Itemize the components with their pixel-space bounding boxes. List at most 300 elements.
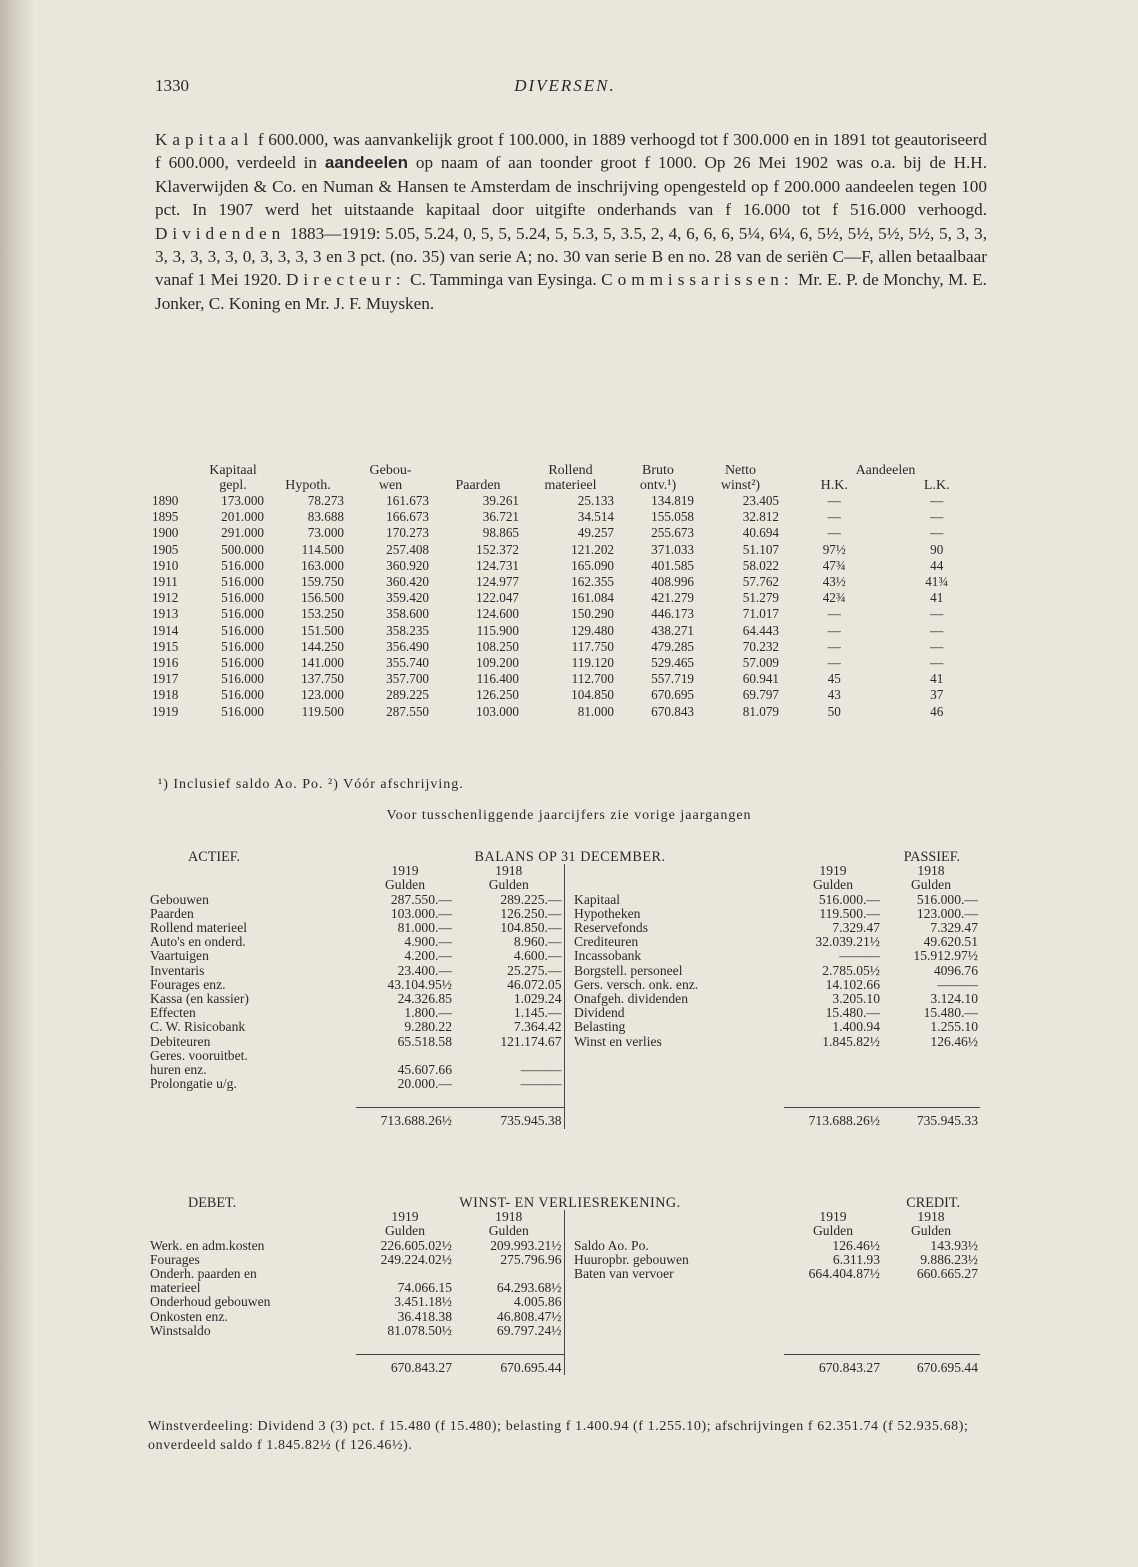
balance-row bbox=[148, 1077, 980, 1091]
stats-subhead bbox=[148, 478, 198, 493]
actief-item-label: Inventaris bbox=[150, 962, 205, 978]
stats-row bbox=[148, 509, 988, 525]
stats-cell: 421.279 bbox=[651, 590, 694, 606]
stats-year: 1890 bbox=[152, 493, 179, 508]
stats-cell: 151.500 bbox=[301, 622, 344, 638]
stats-header-bottom bbox=[148, 478, 988, 493]
para-text-4: C. Tamminga van Eysinga. bbox=[405, 270, 602, 290]
stats-year: 1915 bbox=[152, 638, 179, 654]
balance-row bbox=[148, 949, 980, 963]
winst-row bbox=[148, 1253, 980, 1267]
actief-value-1918: 46.072.05 bbox=[507, 976, 562, 992]
passief-value-1919: 516.000.— bbox=[818, 891, 880, 907]
passief-value-1919: ——— bbox=[839, 948, 880, 964]
balance-total: 713.688.26½ bbox=[784, 1108, 882, 1129]
stats-subhead: winst²) bbox=[720, 478, 761, 493]
stats-cell: 36.721 bbox=[482, 509, 519, 525]
debet-value-1918 bbox=[454, 1267, 564, 1281]
stats-head: Netto bbox=[724, 463, 757, 478]
balance-rows bbox=[148, 893, 980, 1092]
credit-value-1918: 660.665.27 bbox=[916, 1266, 978, 1282]
column-divider bbox=[564, 1035, 572, 1049]
passief-value-1919: 1.400.94 bbox=[832, 1019, 880, 1035]
winst-row bbox=[148, 1324, 980, 1338]
debet-value-1919: 226.605.02½ bbox=[380, 1237, 452, 1253]
stats-row bbox=[148, 687, 988, 703]
stats-cell: — bbox=[930, 525, 944, 541]
stats-cell: 40.694 bbox=[742, 525, 779, 541]
stats-cell: 57.009 bbox=[742, 655, 779, 671]
year-label: 1918 bbox=[495, 863, 523, 879]
stats-cell: 23.405 bbox=[742, 493, 779, 508]
passief-value-1919 bbox=[784, 1049, 882, 1063]
company-description bbox=[155, 128, 987, 315]
passief-value-1919: 119.500.— bbox=[819, 905, 880, 921]
stats-cell: — bbox=[930, 493, 944, 508]
actief-value-1919: 9.280.22 bbox=[404, 1019, 452, 1035]
kapitaal-label: Kapitaal bbox=[155, 130, 254, 149]
passief-value-1918: 49.620.51 bbox=[923, 934, 978, 950]
balance-row bbox=[148, 907, 980, 921]
debet-value-1918: 46.808.47½ bbox=[496, 1308, 562, 1324]
balance-row bbox=[148, 1020, 980, 1034]
stats-cell: 124.600 bbox=[476, 606, 519, 622]
stats-subhead: L.K. bbox=[923, 478, 950, 493]
stats-cell: 161.673 bbox=[386, 493, 429, 508]
credit-value-1918 bbox=[882, 1281, 980, 1295]
winst-heading bbox=[148, 1196, 980, 1210]
stats-subhead: materieel bbox=[544, 478, 597, 493]
stats-cell: 108.250 bbox=[476, 638, 519, 654]
stats-cell: — bbox=[930, 606, 944, 622]
actief-value-1918: ——— bbox=[520, 1076, 562, 1092]
stats-cell: 257.408 bbox=[386, 541, 429, 557]
credit-item-label: Saldo Ao. Po. bbox=[574, 1237, 649, 1253]
column-divider bbox=[564, 1324, 572, 1338]
stats-cell: 161.084 bbox=[571, 590, 614, 606]
stats-cell: 32.812 bbox=[742, 509, 779, 525]
winst-rows bbox=[148, 1239, 980, 1338]
passief-item-label: Dividend bbox=[574, 1005, 625, 1021]
balance-row bbox=[148, 893, 980, 907]
passief-value-1919: 32.039.21½ bbox=[815, 934, 880, 950]
actief-item-label: Geres. vooruitbet. bbox=[150, 1047, 248, 1063]
debet-item-label: Onderh. paarden en bbox=[150, 1266, 257, 1282]
passief-value-1918: 15.912.97½ bbox=[913, 948, 978, 964]
debet-item-label: Onkosten enz. bbox=[150, 1308, 228, 1324]
stats-cell: 37 bbox=[930, 687, 944, 703]
debet-value-1919: 249.224.02½ bbox=[380, 1251, 452, 1267]
balance-title: BALANS OP 31 DECEMBER. bbox=[474, 849, 666, 865]
balance-row bbox=[148, 935, 980, 949]
stats-cell: 57.762 bbox=[742, 574, 779, 590]
actief-value-1919: 43.104.95½ bbox=[387, 976, 452, 992]
stats-row bbox=[148, 542, 988, 558]
stats-cell: — bbox=[930, 638, 944, 654]
passief-item-label: Borgstell. personeel bbox=[574, 962, 683, 978]
stats-cell: 144.250 bbox=[301, 638, 344, 654]
statistics-table bbox=[148, 463, 988, 720]
stats-head bbox=[148, 463, 198, 478]
debet-item-label: Onderhoud gebouwen bbox=[150, 1294, 271, 1310]
debet-value-1918: 69.797.24½ bbox=[496, 1322, 562, 1338]
stats-cell: 360.920 bbox=[386, 557, 429, 573]
stats-cell: 124.731 bbox=[476, 557, 519, 573]
stats-year: 1912 bbox=[152, 590, 179, 606]
stats-row bbox=[148, 493, 988, 509]
balance-row bbox=[148, 964, 980, 978]
actief-item-label: Effecten bbox=[150, 1005, 196, 1021]
commissarissen-label: Commissarissen: bbox=[601, 270, 794, 290]
stats-cell: 516.000 bbox=[221, 703, 264, 719]
currency-label: Gulden bbox=[488, 1223, 529, 1239]
credit-value-1919: 664.404.87½ bbox=[808, 1266, 880, 1282]
stats-cell: 670.695 bbox=[651, 687, 694, 703]
stats-cell: 516.000 bbox=[221, 606, 264, 622]
column-divider bbox=[564, 921, 572, 935]
credit-value-1919 bbox=[784, 1310, 882, 1324]
balance-heading bbox=[148, 850, 980, 864]
balance-row bbox=[148, 1035, 980, 1049]
stats-cell: 357.700 bbox=[386, 671, 429, 687]
stats-cell: — bbox=[827, 655, 841, 671]
stats-cell: 25.133 bbox=[577, 493, 614, 508]
balance-total: 735.945.33 bbox=[882, 1108, 980, 1129]
actief-value-1918: 25.275.— bbox=[507, 962, 562, 978]
passief-value-1918: 4096.76 bbox=[933, 962, 978, 978]
stats-cell: 516.000 bbox=[221, 638, 264, 654]
actief-item-label: Gebouwen bbox=[150, 891, 209, 907]
book-binding-edge bbox=[0, 0, 34, 1567]
stats-year: 1900 bbox=[152, 525, 179, 541]
passief-value-1918: 126.46½ bbox=[930, 1033, 978, 1049]
passief-value-1918: 123.000.— bbox=[916, 905, 978, 921]
credit-value-1919 bbox=[784, 1295, 882, 1309]
stats-year: 1895 bbox=[152, 509, 179, 525]
stats-cell: 60.941 bbox=[742, 671, 779, 687]
debet-value-1919 bbox=[356, 1267, 454, 1281]
stats-year: 1917 bbox=[152, 671, 179, 687]
column-divider bbox=[564, 1253, 572, 1267]
actief-value-1918: 104.850.— bbox=[500, 920, 562, 936]
stats-cell: 41 bbox=[930, 671, 944, 687]
stats-cell: 90 bbox=[930, 541, 944, 557]
balance-total: 713.688.26½ bbox=[356, 1108, 454, 1129]
stats-cell: 119.500 bbox=[301, 703, 344, 719]
winst-title: WINST- EN VERLIESREKENING. bbox=[459, 1195, 681, 1211]
stats-cell: 165.090 bbox=[571, 557, 614, 573]
stats-cell: 156.500 bbox=[301, 590, 344, 606]
actief-value-1919: 65.518.58 bbox=[397, 1033, 452, 1049]
stats-cell: 103.000 bbox=[476, 703, 519, 719]
passief-item-label: Incassobank bbox=[574, 948, 642, 964]
passief-item-label bbox=[572, 1049, 784, 1063]
stats-cell: 529.465 bbox=[651, 655, 694, 671]
credit-item-label bbox=[572, 1295, 784, 1309]
stats-cell: 41 bbox=[930, 590, 944, 606]
para-text-2: op naam of aan toonder groot f 1000. Op 26 Mei 1902 was o.a. bij de H.H. Klaverwijden & Co. en Numan & Hansen te Amsterdam de inschrijving opengesteld op f 200.000 aandeelen tegen 100 pct. In 1907 werd het uitstaande kapitaal door uitgifte onderhands van f 16.000 tot f 516.000 verhoogd. bbox=[155, 153, 987, 220]
passief-value-1919 bbox=[784, 1063, 882, 1077]
stats-cell: 42¾ bbox=[822, 590, 846, 606]
profit-loss-account bbox=[148, 1196, 980, 1375]
column-divider bbox=[564, 893, 572, 907]
actief-item-label: Kassa (en kassier) bbox=[150, 991, 249, 1007]
winst-total: 670.843.27 bbox=[784, 1355, 882, 1376]
stats-cell: 51.107 bbox=[742, 541, 779, 557]
stats-cell: 73.000 bbox=[307, 525, 344, 541]
stats-cell: 134.819 bbox=[651, 493, 694, 508]
actief-value-1919: 23.400.— bbox=[397, 962, 452, 978]
stats-cell: 114.500 bbox=[301, 541, 344, 557]
passief-item-label: Winst en verlies bbox=[574, 1033, 662, 1049]
credit-value-1918 bbox=[882, 1310, 980, 1324]
credit-label: CREDIT. bbox=[906, 1195, 960, 1211]
currency-label: Gulden bbox=[910, 877, 952, 893]
debet-value-1919: 81.078.50½ bbox=[387, 1322, 452, 1338]
credit-item-label bbox=[572, 1310, 784, 1324]
stats-cell: 45 bbox=[827, 671, 841, 687]
stats-subhead: Paarden bbox=[455, 478, 501, 493]
stats-cell: 159.750 bbox=[301, 574, 344, 590]
stats-cell: 71.017 bbox=[742, 606, 779, 622]
stats-cell: 109.200 bbox=[476, 655, 519, 671]
stats-cell: 98.865 bbox=[482, 525, 519, 541]
stats-cell: 126.250 bbox=[476, 687, 519, 703]
actief-item-label: Paarden bbox=[150, 905, 194, 921]
stats-cell: 358.235 bbox=[386, 622, 429, 638]
year-label: 1918 bbox=[917, 1209, 945, 1225]
passief-item-label bbox=[572, 1063, 784, 1077]
passief-item-label bbox=[572, 1077, 784, 1091]
stats-cell: 50 bbox=[827, 703, 841, 719]
debet-label: DEBET. bbox=[188, 1195, 237, 1211]
actief-item-label: C. W. Risicobank bbox=[150, 1019, 246, 1035]
credit-value-1919: 126.46½ bbox=[832, 1237, 880, 1253]
stats-cell: 41¾ bbox=[925, 574, 949, 590]
stats-cell: 150.290 bbox=[571, 606, 614, 622]
stats-cell: 289.225 bbox=[386, 687, 429, 703]
column-divider bbox=[564, 1295, 572, 1309]
debet-value-1918: 4.005.86 bbox=[513, 1294, 562, 1310]
stats-cell: 129.480 bbox=[571, 622, 614, 638]
stats-cell: — bbox=[827, 509, 841, 525]
stats-cell: 155.058 bbox=[651, 509, 694, 525]
debet-item-label: Winstsaldo bbox=[150, 1322, 211, 1338]
passief-value-1918: 516.000.— bbox=[916, 891, 978, 907]
actief-value-1918: 121.174.67 bbox=[500, 1033, 562, 1049]
passief-item-label: Kapitaal bbox=[574, 891, 621, 907]
debet-value-1919: 3.451.18½ bbox=[394, 1294, 452, 1310]
stats-cell: 438.271 bbox=[651, 622, 694, 638]
passief-value-1918: ——— bbox=[937, 976, 978, 992]
currency-label: Gulden bbox=[812, 877, 854, 893]
stats-subhead: gepl. bbox=[219, 478, 247, 493]
stats-cell: 516.000 bbox=[221, 590, 264, 606]
stats-cell: 58.022 bbox=[742, 557, 779, 573]
stats-cell: 163.000 bbox=[301, 557, 344, 573]
balance-row bbox=[148, 992, 980, 1006]
passief-label: PASSIEF. bbox=[903, 849, 960, 865]
credit-item-label: Baten van vervoer bbox=[574, 1266, 674, 1282]
stats-cell: 116.400 bbox=[476, 671, 519, 687]
stats-cell: 43½ bbox=[822, 574, 846, 590]
stats-head: Bruto bbox=[642, 463, 674, 478]
passief-item-label: Belasting bbox=[574, 1019, 626, 1035]
stats-cell: 81.079 bbox=[742, 703, 779, 719]
stats-row bbox=[148, 623, 988, 639]
winst-totals bbox=[148, 1355, 980, 1376]
winst-total: 670.843.27 bbox=[356, 1355, 454, 1376]
credit-value-1918: 143.93½ bbox=[930, 1237, 978, 1253]
stats-cell: 51.279 bbox=[742, 590, 779, 606]
stats-cell: 287.550 bbox=[386, 703, 429, 719]
stats-year: 1914 bbox=[152, 622, 179, 638]
passief-value-1919: 1.845.82½ bbox=[822, 1033, 880, 1049]
currency-label: Gulden bbox=[384, 877, 426, 893]
stats-header-top bbox=[148, 463, 988, 478]
stats-year: 1918 bbox=[152, 687, 179, 703]
stats-year: 1916 bbox=[152, 655, 179, 671]
stats-cell: 162.355 bbox=[571, 574, 614, 590]
stats-head bbox=[268, 463, 348, 478]
stats-year: 1919 bbox=[152, 703, 179, 719]
column-divider bbox=[564, 1267, 572, 1281]
credit-item-label: Huuropbr. gebouwen bbox=[574, 1251, 689, 1267]
stats-cell: 516.000 bbox=[221, 655, 264, 671]
stats-cell: 479.285 bbox=[651, 638, 694, 654]
actief-item-label: Rollend materieel bbox=[150, 920, 248, 936]
actief-item-label: Vaartuigen bbox=[150, 948, 209, 964]
passief-value-1918: 7.329.47 bbox=[930, 920, 978, 936]
stats-cell: 78.273 bbox=[307, 493, 344, 508]
column-divider bbox=[564, 1006, 572, 1020]
stats-cell: 117.750 bbox=[571, 638, 614, 654]
page-header bbox=[155, 70, 975, 100]
passief-value-1918: 3.124.10 bbox=[930, 991, 978, 1007]
stats-cell: 115.900 bbox=[476, 622, 519, 638]
column-divider bbox=[564, 1310, 572, 1324]
stats-cell: 153.250 bbox=[301, 606, 344, 622]
year-label: 1918 bbox=[917, 863, 945, 879]
stats-row bbox=[148, 639, 988, 655]
stats-cell: — bbox=[827, 638, 841, 654]
winst-row bbox=[148, 1310, 980, 1324]
stats-cell: 112.700 bbox=[571, 671, 614, 687]
winst-row bbox=[148, 1281, 980, 1295]
balance-sheet bbox=[148, 850, 980, 1129]
winst-years bbox=[148, 1210, 980, 1224]
actief-value-1919: 287.550.— bbox=[390, 891, 452, 907]
winstverdeeling: Winstverdeeling: Dividend 3 (3) pct. f 15.480 (f 15.480); belasting f 1.400.94 (f 1.255.10); afschrijvingen f 62.351.74 (f 52.935.68); onverdeeld saldo f 1.845.82½ (f 126.46½). bbox=[148, 1419, 969, 1453]
stats-cell: 358.600 bbox=[386, 606, 429, 622]
stats-cell: 516.000 bbox=[221, 574, 264, 590]
stats-cell: 401.585 bbox=[651, 557, 694, 573]
stats-cell: 44 bbox=[930, 557, 944, 573]
passief-value-1919: 14.102.66 bbox=[825, 976, 880, 992]
balance-row bbox=[148, 1006, 980, 1020]
stats-cell: 446.173 bbox=[651, 606, 694, 622]
passief-item-label: Reservefonds bbox=[574, 920, 648, 936]
credit-item-label bbox=[572, 1281, 784, 1295]
stats-cell: 46 bbox=[930, 703, 944, 719]
actief-value-1918: 4.600.— bbox=[513, 948, 562, 964]
actief-item-label: Debiteuren bbox=[150, 1033, 211, 1049]
stats-row bbox=[148, 558, 988, 574]
actief-value-1919: 81.000.— bbox=[397, 920, 452, 936]
year-label: 1919 bbox=[391, 1209, 419, 1225]
stats-cell: 81.000 bbox=[577, 703, 614, 719]
passief-value-1919: 3.205.10 bbox=[832, 991, 880, 1007]
balance-years bbox=[148, 864, 980, 878]
stats-cell: — bbox=[827, 493, 841, 508]
currency-label: Gulden bbox=[488, 877, 529, 893]
aandeelen-label: aandeelen bbox=[324, 153, 409, 173]
stats-row bbox=[148, 671, 988, 687]
balance-currency bbox=[148, 878, 980, 892]
stats-cell: 516.000 bbox=[221, 671, 264, 687]
actief-value-1919: 4.900.— bbox=[404, 934, 452, 950]
stats-cell: 69.797 bbox=[742, 687, 779, 703]
debet-item-label: Fourages bbox=[150, 1251, 200, 1267]
column-divider bbox=[564, 1020, 572, 1034]
actief-value-1919: 103.000.— bbox=[390, 905, 452, 921]
winst-row bbox=[148, 1239, 980, 1253]
balance-total: 735.945.38 bbox=[454, 1108, 564, 1129]
balance-totals bbox=[148, 1108, 980, 1129]
stats-cell: 170.273 bbox=[386, 525, 429, 541]
currency-label: Gulden bbox=[910, 1223, 952, 1239]
credit-value-1918: 9.886.23½ bbox=[920, 1251, 978, 1267]
passief-item-label: Onafgeh. dividenden bbox=[574, 991, 689, 1007]
dividenden-label: Dividenden bbox=[155, 223, 286, 243]
para-text-3: 1883—1919: 5.05, 5.24, 0, 5, 5, 5.24, 5, 5.3, 5, 3.5, 2, 4, 6, 6, 6, 5¼, 6¼, 6, 5½, 5½, 5½, 5½, 5, 3, 3, 3, 3, 3, 3, 3, 0, 3, 3, 3, 3 en 3 pct. (no. 35) van serie A; no. 30 van serie B en no. 28 van de seriën C—F, allen betaalbaar vanaf 1 Mei 1920. bbox=[155, 223, 987, 290]
debet-value-1918: 64.293.68½ bbox=[496, 1280, 562, 1296]
currency-label: Gulden bbox=[384, 1223, 426, 1239]
column-divider bbox=[564, 978, 572, 992]
currency-label: Gulden bbox=[812, 1223, 854, 1239]
stats-row bbox=[148, 606, 988, 622]
column-divider bbox=[564, 1281, 572, 1295]
stats-body bbox=[148, 493, 988, 720]
stats-cell: — bbox=[930, 509, 944, 525]
stats-cell: 43 bbox=[827, 687, 841, 703]
stats-cell: 166.673 bbox=[386, 509, 429, 525]
credit-value-1919 bbox=[784, 1281, 882, 1295]
jaarcijfers-note: Voor tusschenliggende jaarcijfers zie vorige jaargangen bbox=[386, 808, 752, 823]
actief-item-label: Fourages enz. bbox=[150, 976, 226, 992]
stats-cell: — bbox=[930, 655, 944, 671]
passief-value-1919: 7.329.47 bbox=[832, 920, 880, 936]
stats-row bbox=[148, 525, 988, 541]
actief-value-1919: 4.200.— bbox=[404, 948, 452, 964]
balance-row bbox=[148, 1063, 980, 1077]
stats-cell: 255.673 bbox=[651, 525, 694, 541]
column-divider bbox=[564, 949, 572, 963]
stats-cell: — bbox=[930, 622, 944, 638]
stats-cell: 408.996 bbox=[651, 574, 694, 590]
stats-year: 1911 bbox=[152, 574, 178, 590]
winst-row bbox=[148, 1295, 980, 1309]
debet-value-1919: 74.066.15 bbox=[397, 1280, 452, 1296]
balance-row bbox=[148, 1049, 980, 1063]
stats-cell: 123.000 bbox=[301, 687, 344, 703]
debet-value-1918: 275.796.96 bbox=[500, 1251, 562, 1267]
stats-cell: 137.750 bbox=[301, 671, 344, 687]
stats-cell: 152.372 bbox=[476, 541, 519, 557]
footnote: ¹) Inclusief saldo Ao. Po. ²) Vóór afschrijving. bbox=[158, 777, 464, 792]
stats-cell: 516.000 bbox=[221, 622, 264, 638]
stats-cell: — bbox=[827, 525, 841, 541]
